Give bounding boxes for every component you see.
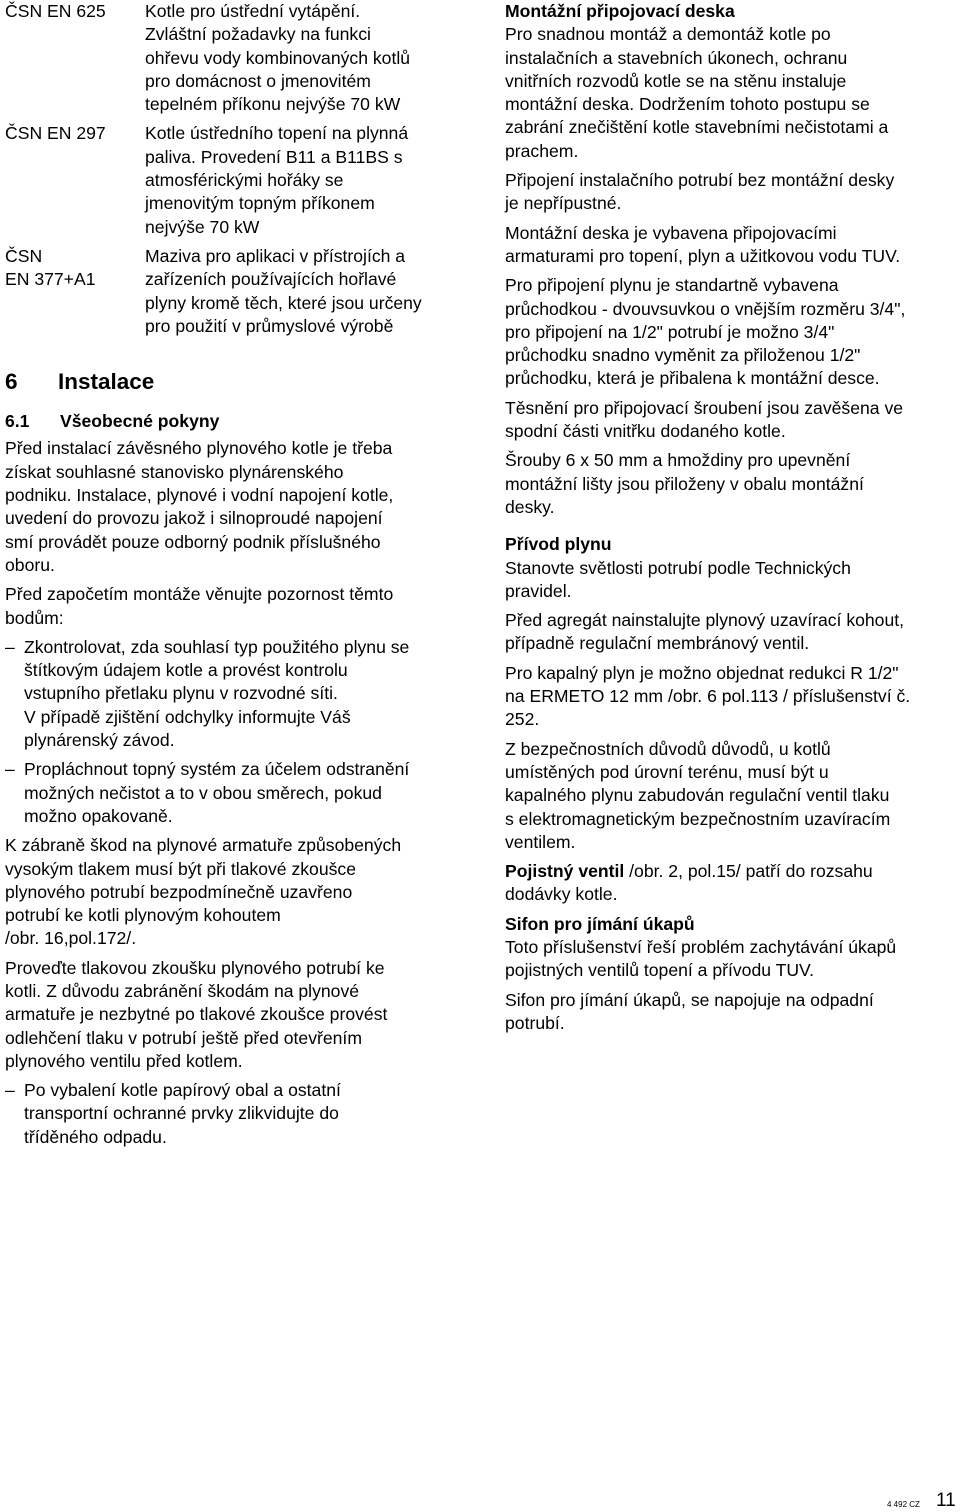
- text-line: V případě zjištění odchylky informujte Váš: [24, 706, 351, 727]
- text-line: plynového ventilu před kotlem.: [5, 1050, 243, 1071]
- paragraph: [505, 557, 960, 604]
- text-line: pravidel.: [505, 580, 572, 601]
- text-line: vnitřních rozvodů kotle se na stěnu instaluje: [505, 70, 847, 91]
- paragraph: [5, 834, 470, 950]
- text-line: možno opakovaně.: [24, 805, 173, 826]
- text-line: – Propláchnout topný systém za účelem odstranění: [24, 759, 410, 780]
- section-title: Instalace: [58, 369, 155, 395]
- norm-code: ČSN EN 297: [5, 123, 106, 144]
- text-line: Pro snadnou montáž a demontáž kotle po: [505, 24, 831, 45]
- text-line: Pro připojení plynu je standartně vybavena: [505, 275, 839, 296]
- text-line: 252.: [505, 709, 540, 730]
- paragraph: [505, 397, 960, 444]
- text-line: tepelném příkonu nejvýše 70 kW: [145, 94, 401, 115]
- paragraph: [505, 449, 960, 519]
- text-line: K zábraně škod na plynové armatuře způsobených: [5, 835, 402, 856]
- text-line: Šrouby 6 x 50 mm a hmoždiny pro upevnění: [505, 450, 851, 471]
- text-line: kotli. Z důvodu zabránění škodám na plynové: [5, 980, 360, 1001]
- text-line: vysokým tlakem musí být při tlakové zkoušce: [5, 858, 357, 879]
- text-line: umístěných pod úrovní terénu, musí být u: [505, 761, 829, 782]
- text-line: pro domácnost o jmenovitém: [145, 70, 371, 91]
- text-line: ventilem.: [505, 831, 576, 852]
- text-line: atmosférickými hořáky se: [145, 170, 344, 191]
- text-line: ČSN: [5, 245, 43, 266]
- section-heading: [5, 368, 470, 396]
- list-item: [5, 758, 470, 828]
- text-line: instalačních a stavebních úkonech, ochranu: [505, 47, 848, 68]
- text-line: plynárenský závod.: [24, 730, 175, 751]
- text-line: zařízeních používajících hořlavé: [145, 269, 397, 290]
- norm-row: [5, 122, 470, 238]
- text-line: Připojení instalačního potrubí bez montážní desky: [505, 170, 895, 191]
- subsection-title: Všeobecné pokyny: [60, 411, 220, 432]
- paragraph: [5, 957, 470, 1073]
- paragraph: [5, 437, 470, 577]
- document-code: 4 492 CZ: [887, 1500, 920, 1509]
- text-line: potrubí.: [505, 1012, 565, 1033]
- text-line: Stanovte světlosti potrubí podle Technických: [505, 557, 851, 578]
- text-line: Toto příslušenství řeší problém zachytávání úkapů: [505, 936, 897, 957]
- safety-valve-label: Pojistný ventil: [505, 861, 625, 882]
- paragraph: [505, 609, 960, 656]
- text-fragment: /obr. 2, pol.15/ patří do rozsahu: [624, 861, 873, 882]
- norms-table: [5, 0, 470, 338]
- text-line: průchodku snadno vyměnit za přiloženou 1/2": [505, 345, 861, 366]
- paragraph: [505, 936, 960, 983]
- norm-row: [5, 245, 470, 338]
- paragraph: [505, 860, 960, 907]
- text-line: Kotle ústředního topení na plynná: [145, 123, 409, 144]
- page-number: 11: [936, 1490, 956, 1511]
- list-item: [5, 1079, 470, 1149]
- section-number: 6: [5, 369, 18, 395]
- text-line: [505, 860, 960, 883]
- text-line: zabrání znečištění kotle stavebními nečistotami a: [505, 117, 889, 138]
- text-line: nejvýše 70 kW: [145, 216, 260, 237]
- text-line: dodávky kotle.: [505, 884, 618, 905]
- text-line: Před započetím montáže věnujte pozornost těmto: [5, 584, 394, 605]
- text-line: prachem.: [505, 140, 579, 161]
- text-line: možných nečistot a to v obou směrech, pokud: [24, 782, 382, 803]
- dash-list: [5, 636, 470, 828]
- gas-supply-heading: Přívod plynu: [505, 534, 612, 555]
- left-column: [5, 0, 470, 1155]
- right-column: [505, 0, 960, 1041]
- paragraph: [505, 274, 960, 390]
- text-line: jmenovitým topným příkonem: [145, 193, 375, 214]
- text-line: pojistných ventilů topení a přívodu TUV.: [505, 960, 815, 981]
- text-line: odlehčení tlaku v potrubí ještě před otevřením: [5, 1027, 362, 1048]
- text-line: tříděného odpadu.: [24, 1126, 167, 1147]
- text-line: Zvláštní požadavky na funkci: [145, 24, 371, 45]
- text-line: montážní deska. Dodržením tohoto postupu se: [505, 94, 870, 115]
- norm-code: ČSN EN 625: [5, 1, 106, 21]
- text-line: bodům:: [5, 607, 64, 628]
- text-line: spodní části vnitřku dodaného kotle.: [505, 421, 786, 442]
- text-line: smí provádět pouze odborný podnik příslušného: [5, 531, 381, 552]
- text-line: je nepřípustné.: [505, 193, 622, 214]
- text-line: armaturami pro topení, plyn a užitkovou vodu TUV.: [505, 245, 901, 266]
- paragraph: [505, 662, 960, 732]
- text-line: podniku. Instalace, plynové i vodní napojení kotle,: [5, 485, 394, 506]
- text-line: průchodku, která je přibalena k montážní desce.: [505, 368, 880, 389]
- text-line: průchodkou - dvouvsuvkou o vnějším rozměru 3/4",: [505, 298, 906, 319]
- text-line: Kotle pro ústřední vytápění.: [145, 1, 361, 21]
- text-line: štítkovým údajem kotle a provést kontrolu: [24, 660, 348, 681]
- dash-list: [5, 1079, 470, 1149]
- text-line: získat souhlasné stanovisko plynárenského: [5, 461, 344, 482]
- paragraph: [505, 989, 960, 1036]
- norm-description: [145, 0, 470, 116]
- paragraph: [505, 169, 960, 216]
- text-line: případně regulační membránový ventil.: [505, 633, 810, 654]
- text-line: vstupního přetlaku plynu v rozvodné síti.: [24, 683, 338, 704]
- text-line: Před instalací závěsného plynového kotle je třeba: [5, 438, 393, 459]
- text-line: – Po vybalení kotle papírový obal a ostatní: [24, 1080, 341, 1101]
- text-line: montážní lišty jsou přiloženy v obalu montážní: [505, 473, 864, 494]
- norm-description: [145, 245, 470, 338]
- text-line: armatuře je nezbytné po tlakové zkoušce provést: [5, 1004, 388, 1025]
- subsection-heading: [5, 410, 470, 433]
- text-line: plynového potrubí bezpodmínečně uzavřeno: [5, 881, 353, 902]
- paragraph: [505, 738, 960, 854]
- text-line: Pro kapalný plyn je možno objednat redukci R 1/2": [505, 662, 899, 683]
- text-line: pro použití v průmyslové výrobě: [145, 315, 394, 336]
- text-line: paliva. Provedení B11 a B11BS s: [145, 146, 403, 167]
- drain-siphon-heading: Sifon pro jímání úkapů: [505, 913, 695, 934]
- norm-description: [145, 122, 470, 238]
- text-line: potrubí ke kotli plynovým kohoutem: [5, 905, 281, 926]
- text-line: Maziva pro aplikaci v přístrojích a: [145, 245, 406, 266]
- text-line: uvedení do provozu jakož i silnoproudé napojení: [5, 508, 383, 529]
- norm-row: [5, 0, 470, 116]
- text-line: transportní ochranné prvky zlikvidujte do: [24, 1103, 339, 1124]
- paragraph: [505, 23, 960, 163]
- text-line: – Zkontrolovat, zda souhlasí typ použitého plynu se: [24, 636, 410, 657]
- paragraph: [505, 222, 960, 269]
- list-item: [5, 636, 470, 752]
- text-line: Z bezpečnostních důvodů důvodů, u kotlů: [505, 738, 831, 759]
- text-line: na ERMETO 12 mm /obr. 6 pol.113 / příslušenství č.: [505, 686, 911, 707]
- text-line: EN 377+A1: [5, 269, 96, 290]
- text-line: oboru.: [5, 554, 55, 575]
- subsection-number: 6.1: [5, 411, 30, 432]
- text-line: plyny kromě těch, které jsou určeny: [145, 292, 422, 313]
- text-line: kapalného plynu zabudován regulační ventil tlaku: [505, 785, 890, 806]
- text-line: s elektromagnetickým bezpečnostním uzavíracím: [505, 808, 891, 829]
- text-line: Sifon pro jímání úkapů, se napojuje na odpadní: [505, 989, 874, 1010]
- norm-code: [5, 245, 145, 338]
- text-line: pro připojení na 1/2" potrubí je možno 3/4": [505, 321, 835, 342]
- text-line: ohřevu vody kombinovaných kotlů: [145, 47, 411, 68]
- text-line: Těsnění pro připojovací šroubení jsou zavěšena ve: [505, 397, 904, 418]
- text-line: Montážní deska je vybavena připojovacími: [505, 222, 837, 243]
- text-line: Proveďte tlakovou zkoušku plynového potrubí ke: [5, 957, 385, 978]
- text-line: desky.: [505, 496, 555, 517]
- text-line: /obr. 16,pol.172/.: [5, 928, 137, 949]
- text-line: Před agregát nainstalujte plynový uzavírací kohout,: [505, 610, 905, 631]
- mounting-plate-heading: Montážní připojovací deska: [505, 1, 735, 21]
- paragraph: [5, 583, 470, 630]
